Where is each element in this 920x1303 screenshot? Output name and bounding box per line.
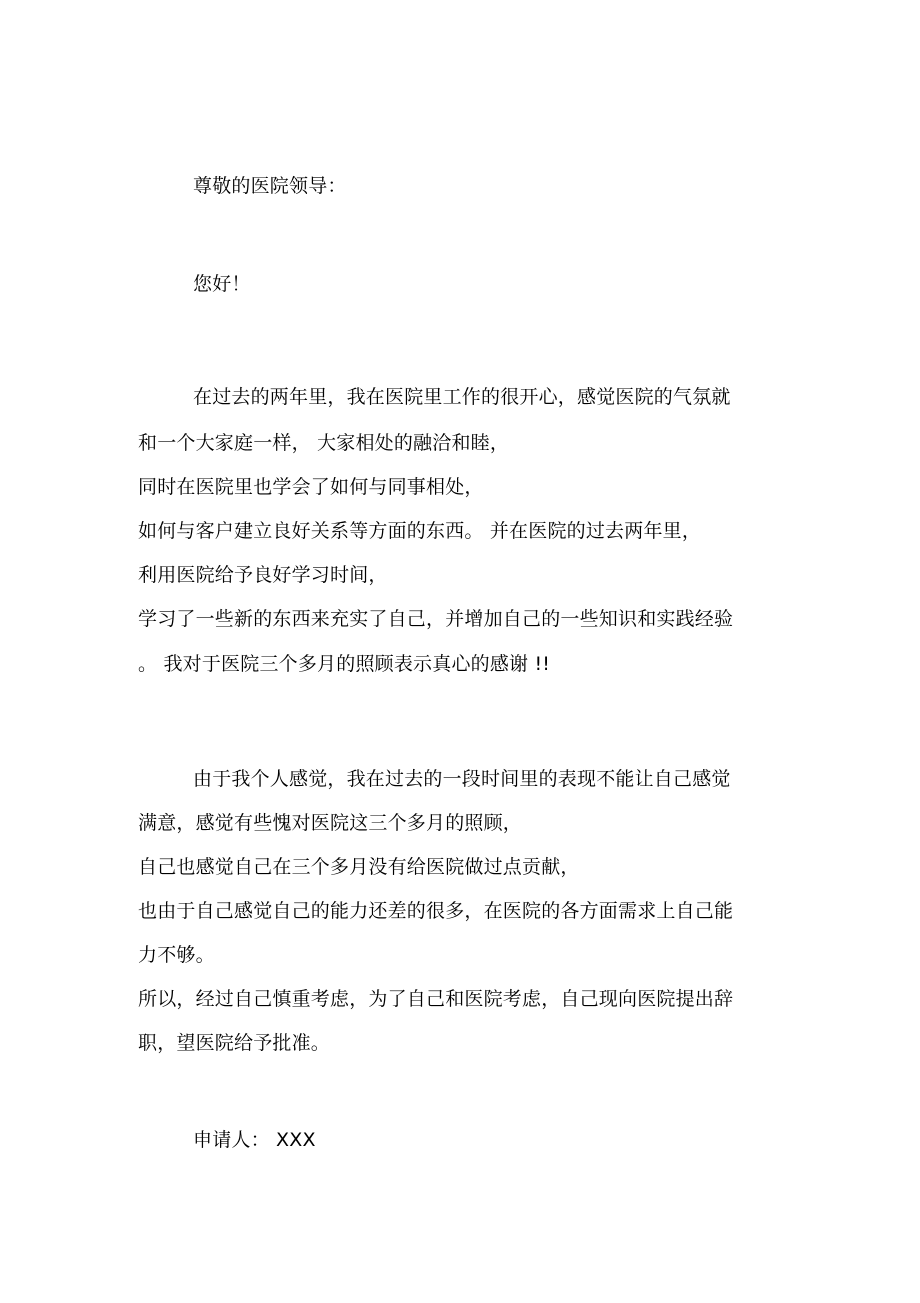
paragraph-line: 自己也感觉自己在三个多月没有给医院做过点贡献， <box>138 856 580 878</box>
paragraph-line: 所以，经过自己慎重考虑，为了自己和医院考虑，自己现向医院提出辞 <box>138 988 734 1010</box>
paragraph-line: 同时在医院里也学会了如何与同事相处， <box>138 476 484 498</box>
paragraph-line: 在过去的两年里，我在医院里工作的很开心，感觉医院的气氛就 <box>193 386 731 408</box>
paragraph-line: 如何与客户建立良好关系等方面的东西。 并在医院的过去两年里， <box>138 520 702 542</box>
greeting: 您好！ <box>193 273 251 295</box>
paragraph-line: 由于我个人感觉，我在过去的一段时间里的表现不能让自己感觉 <box>193 768 731 790</box>
paragraph-line: 利用医院给予良好学习时间， <box>138 564 388 586</box>
paragraph-line: 和一个大家庭一样， 大家相处的融洽和睦， <box>138 432 510 454</box>
salutation: 尊敬的医院领导： <box>193 175 347 197</box>
paragraph-line: 力不够。 <box>138 944 215 966</box>
paragraph-line: 学习了一些新的东西来充实了自己，并增加自己的一些知识和实践经验 <box>138 608 734 630</box>
signature: 申请人： XXX <box>193 1129 316 1151</box>
paragraph-line: 也由于自己感觉自己的能力还差的很多，在医院的各方面需求上自己能 <box>138 900 734 922</box>
paragraph-line: 满意，感觉有些愧对医院这三个多月的照顾， <box>138 812 523 834</box>
paragraph-line: 职，望医院给予批准。 <box>138 1032 331 1054</box>
paragraph-line: 。 我对于医院三个多月的照顾表示真心的感谢 !! <box>138 653 551 675</box>
